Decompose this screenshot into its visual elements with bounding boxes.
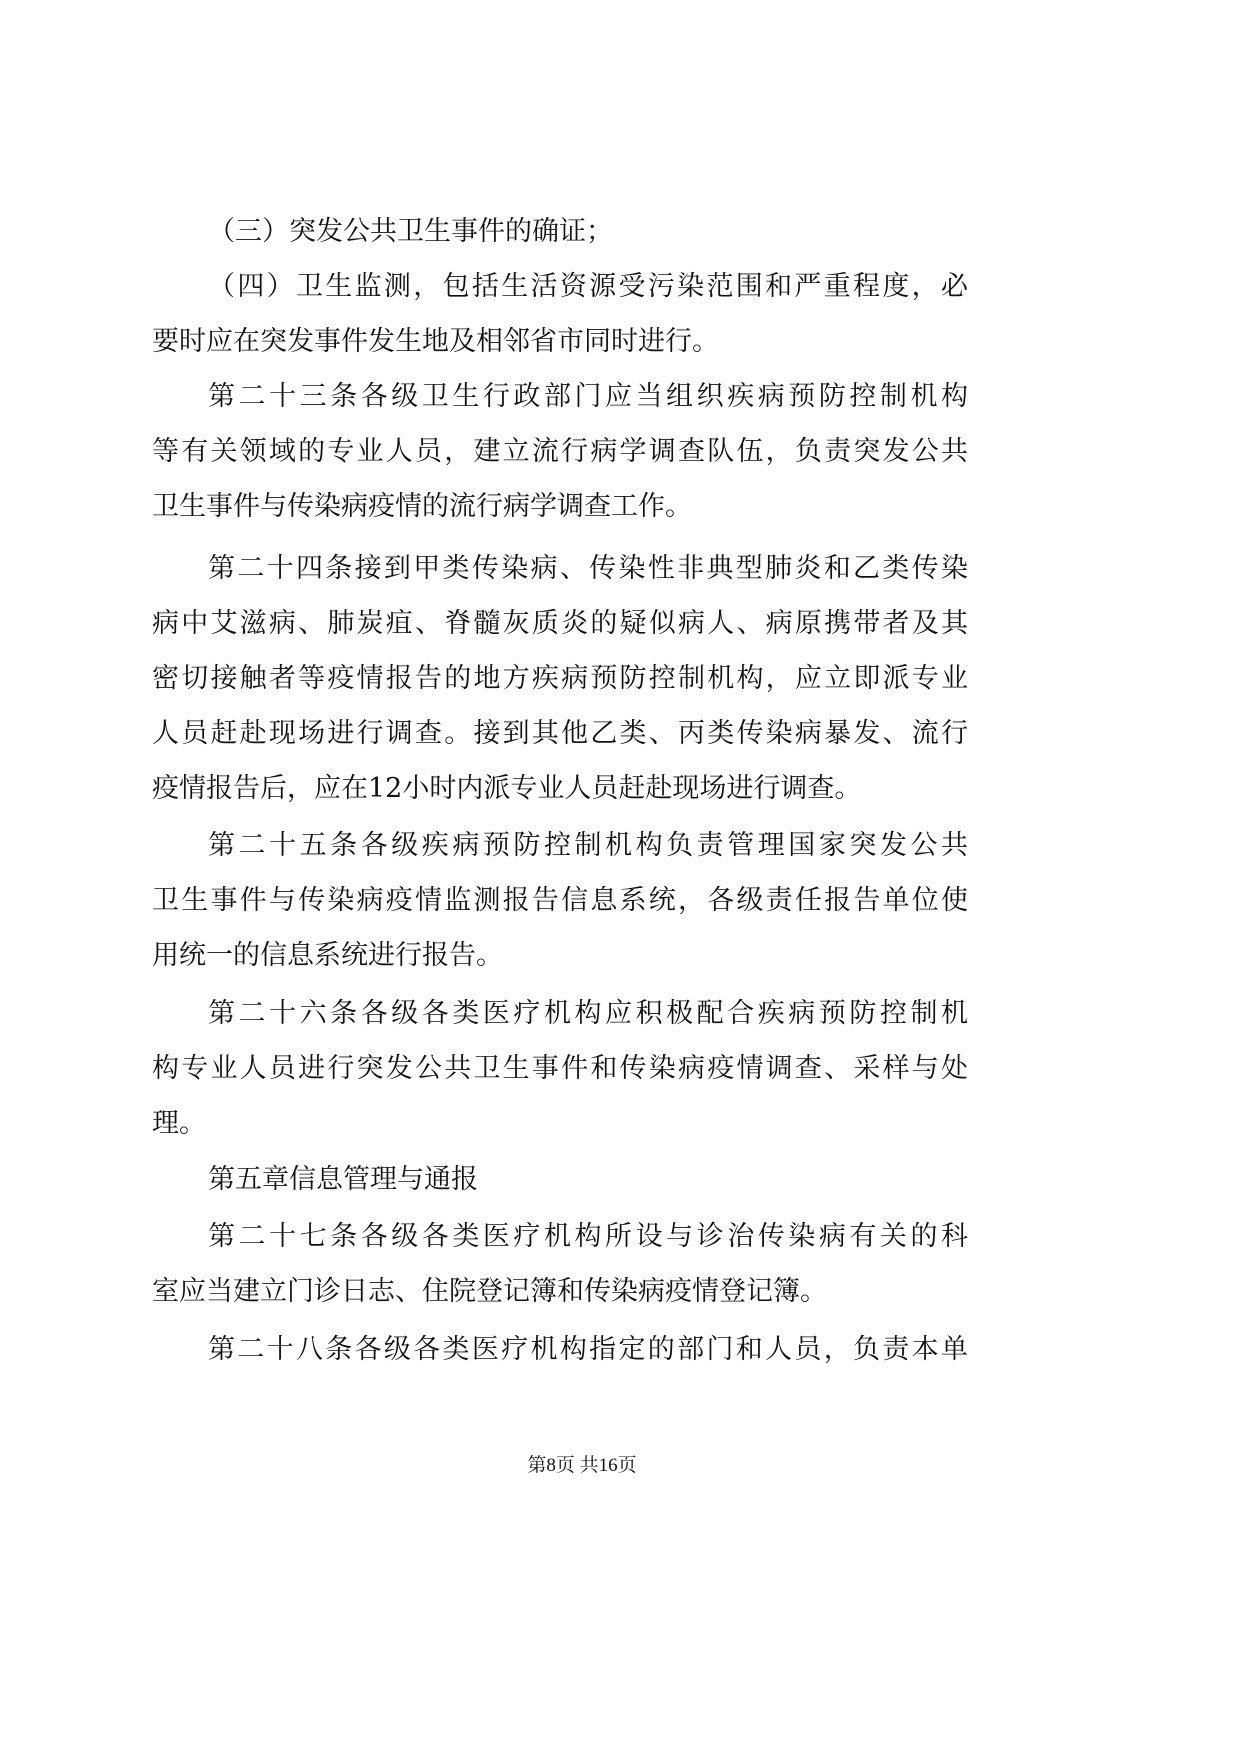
paragraph-line: 第二十七条各级各类医疗机构所设与诊治传染病有关的科 bbox=[208, 1221, 968, 1252]
chapter-heading: 第五章信息管理与通报 bbox=[208, 1164, 478, 1195]
paragraph-line: （四）卫生监测，包括生活资源受污染范围和严重程度，必 bbox=[208, 271, 968, 302]
paragraph-line: 第二十三条各级卫生行政部门应当组织疾病预防控制机构 bbox=[208, 381, 968, 412]
page-number-footer: 第8页 共16页 bbox=[527, 1455, 637, 1476]
paragraph-line: 第二十五条各级疾病预防控制机构负责管理国家突发公共 bbox=[208, 830, 968, 861]
paragraph-line: 卫生事件与传染病疫情监测报告信息系统，各级责任报告单位使 bbox=[152, 885, 968, 916]
paragraph-line: 要时应在突发事件发生地及相邻省市同时进行。 bbox=[152, 326, 719, 357]
paragraph-line: 理。 bbox=[152, 1108, 206, 1139]
paragraph-line: 构专业人员进行突发公共卫生事件和传染病疫情调查、采样与处 bbox=[152, 1053, 968, 1084]
paragraph-line: 疫情报告后，应在12小时内派专业人员赶赴现场进行调查。 bbox=[152, 773, 862, 804]
paragraph-line: 室应当建立门诊日志、住院登记簿和传染病疫情登记簿。 bbox=[152, 1276, 827, 1307]
paragraph-line: 人员赶赴现场进行调查。接到其他乙类、丙类传染病暴发、流行 bbox=[152, 718, 968, 749]
paragraph-line: 第二十八条各级各类医疗机构指定的部门和人员，负责本单 bbox=[208, 1334, 968, 1365]
paragraph-line: 病中艾滋病、肺炭疽、脊髓灰质炎的疑似病人、病原携带者及其 bbox=[152, 608, 968, 639]
paragraph-line: 第二十六条各级各类医疗机构应积极配合疾病预防控制机 bbox=[208, 998, 968, 1029]
paragraph-line: 密切接触者等疫情报告的地方疾病预防控制机构，应立即派专业 bbox=[152, 663, 968, 694]
paragraph-line: 第二十四条接到甲类传染病、传染性非典型肺炎和乙类传染 bbox=[208, 553, 968, 584]
paragraph-line: 卫生事件与传染病疫情的流行病学调查工作。 bbox=[152, 491, 692, 522]
paragraph-line: 等有关领域的专业人员，建立流行病学调查队伍，负责突发公共 bbox=[152, 436, 968, 467]
paragraph-line: （三）突发公共卫生事件的确证； bbox=[208, 216, 613, 247]
paragraph-line: 用统一的信息系统进行报告。 bbox=[152, 940, 503, 971]
